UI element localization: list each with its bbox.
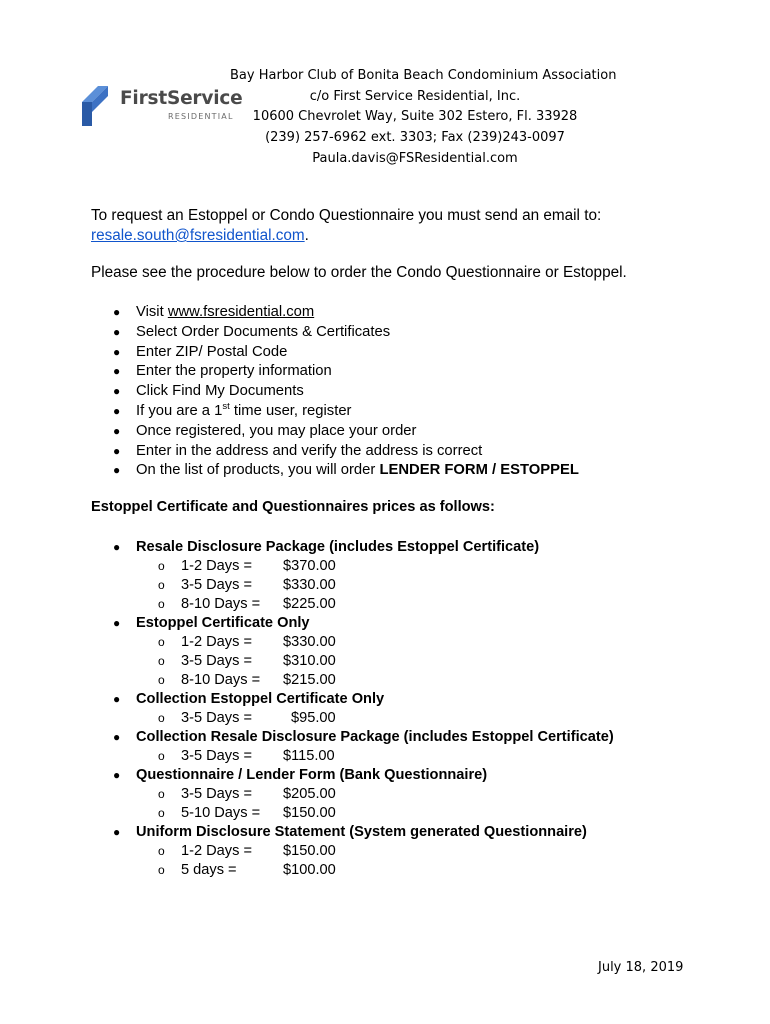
turnaround-days: 3-5 Days = <box>181 710 252 726</box>
bullet-icon: ● <box>113 540 121 554</box>
bullet-icon: ● <box>113 768 121 782</box>
price-value: $150.00 <box>283 843 336 859</box>
package-name: Questionnaire / Lender Form (Bank Questionnaire) <box>136 767 488 783</box>
circle-bullet-icon: o <box>158 597 165 611</box>
package-item <box>91 538 614 557</box>
circle-bullet-icon: o <box>158 844 165 858</box>
circle-bullet-icon: o <box>158 559 165 573</box>
turnaround-days: 5 days = <box>181 862 237 878</box>
package-name: Estoppel Certificate Only <box>136 615 310 631</box>
price-value: $310.00 <box>283 653 336 669</box>
intro-paragraph <box>91 206 711 246</box>
procedure-intro: Please see the procedure below to order the Condo Questionnaire or Estoppel. <box>91 264 627 281</box>
circle-bullet-icon: o <box>158 711 165 725</box>
website-link[interactable]: www.fsresidential.com <box>167 304 315 320</box>
step-text: On the list of products, you will order <box>136 462 380 479</box>
intro-text: To request an Estoppel or Condo Questionnaire you must send an email to: <box>91 207 602 224</box>
price-option <box>91 709 614 728</box>
package-name: Collection Resale Disclosure Package (includes Estoppel Certificate) <box>136 729 614 745</box>
price-value: $370.00 <box>283 558 336 574</box>
firstservice-logo <box>80 82 243 130</box>
price-option <box>91 576 614 595</box>
step-text: Select Order Documents & Certificates <box>136 323 391 340</box>
price-value: $330.00 <box>283 634 336 650</box>
document-date: July 18, 2019 <box>598 960 684 975</box>
turnaround-days: 1-2 Days = <box>181 843 252 859</box>
circle-bullet-icon: o <box>158 654 165 668</box>
package-name: Collection Estoppel Certificate Only <box>136 691 385 707</box>
price-option <box>91 633 614 652</box>
step-text: Enter the property information <box>136 363 332 380</box>
price-value: $100.00 <box>283 862 336 878</box>
price-option <box>91 557 614 576</box>
ordinal-suffix: st <box>222 400 230 412</box>
step-text: Click Find My Documents <box>136 383 304 400</box>
procedure-steps <box>91 303 579 481</box>
circle-bullet-icon: o <box>158 578 165 592</box>
turnaround-days: 3-5 Days = <box>181 653 252 669</box>
package-item <box>91 614 614 633</box>
price-value: $115.00 <box>283 748 335 764</box>
price-option <box>91 747 614 766</box>
package-item <box>91 823 614 842</box>
step-item <box>91 343 579 363</box>
step-text: Once registered, you may place your order <box>136 422 417 439</box>
turnaround-days: 1-2 Days = <box>181 634 252 650</box>
header-line-association: Bay Harbor Club of Bonita Beach Condominium Association <box>230 68 617 83</box>
price-value: $225.00 <box>283 596 336 612</box>
turnaround-days: 3-5 Days = <box>181 786 252 802</box>
price-option <box>91 842 614 861</box>
logo-sub-text: RESIDENTIAL <box>168 112 234 121</box>
circle-bullet-icon: o <box>158 673 165 687</box>
price-option <box>91 671 614 690</box>
turnaround-days: 3-5 Days = <box>181 748 252 764</box>
step-item <box>91 362 579 382</box>
bullet-icon: ● <box>113 364 121 379</box>
header-line-address: 10600 Chevrolet Way, Suite 302 Estero, Fl. 33928 <box>252 109 578 125</box>
step-item <box>91 461 579 481</box>
price-option <box>91 652 614 671</box>
package-name: Resale Disclosure Package (includes Estoppel Certificate) <box>136 539 540 555</box>
bullet-icon: ● <box>113 384 121 399</box>
step-item <box>91 323 579 343</box>
turnaround-days: 8-10 Days = <box>181 672 261 688</box>
turnaround-days: 5-10 Days = <box>181 805 261 821</box>
circle-bullet-icon: o <box>158 787 165 801</box>
price-option <box>91 595 614 614</box>
step-visit-prefix: Visit <box>136 304 168 320</box>
circle-bullet-icon: o <box>158 863 165 877</box>
turnaround-days: 8-10 Days = <box>181 596 261 612</box>
price-option <box>91 861 614 880</box>
step-text: time user, register <box>229 402 352 419</box>
step-text: Enter ZIP/ Postal Code <box>136 343 288 360</box>
bullet-icon: ● <box>113 423 121 438</box>
package-name: Uniform Disclosure Statement (System generated Questionnaire) <box>136 824 587 840</box>
price-value: $205.00 <box>283 786 336 802</box>
header-line-email: Paula.davis@FSResidential.com <box>312 150 518 166</box>
package-item <box>91 766 614 785</box>
bullet-icon: ● <box>113 403 121 418</box>
bullet-icon: ● <box>113 825 121 839</box>
price-value: $95.00 <box>291 710 336 726</box>
bullet-icon: ● <box>113 443 121 458</box>
package-item <box>91 690 614 709</box>
bullet-icon: ● <box>113 324 121 339</box>
header-line-phone: (239) 257-6962 ext. 3303; Fax (239)243-0097 <box>265 130 565 146</box>
turnaround-days: 3-5 Days = <box>181 577 252 593</box>
price-list <box>91 538 614 880</box>
price-option <box>91 785 614 804</box>
price-value: $215.00 <box>283 672 336 688</box>
bullet-icon: ● <box>113 305 121 319</box>
circle-bullet-icon: o <box>158 635 165 649</box>
logo-brand-text: FirstService <box>120 88 243 109</box>
bullet-icon: ● <box>113 730 121 744</box>
step-item <box>91 422 579 442</box>
step-text: If you are a 1 <box>136 402 223 419</box>
association-header <box>230 66 617 170</box>
step-item <box>91 303 579 323</box>
lender-form-label: LENDER FORM / ESTOPPEL <box>379 462 579 479</box>
resale-email-link[interactable]: resale.south@fsresidential.com <box>91 227 305 244</box>
price-value: $150.00 <box>283 805 336 821</box>
turnaround-days: 1-2 Days = <box>181 558 252 574</box>
bullet-icon: ● <box>113 344 121 359</box>
price-value: $330.00 <box>283 577 336 593</box>
step-item <box>91 402 579 422</box>
step-item <box>91 442 579 462</box>
package-item <box>91 728 614 747</box>
bullet-icon: ● <box>113 463 121 478</box>
step-text: Enter in the address and verify the address is correct <box>136 442 483 459</box>
bullet-icon: ● <box>113 616 121 630</box>
circle-bullet-icon: o <box>158 749 165 763</box>
circle-bullet-icon: o <box>158 806 165 820</box>
step-item <box>91 382 579 402</box>
prices-heading: Estoppel Certificate and Questionnaires prices as follows: <box>91 499 495 515</box>
header-line-care-of: c/o First Service Residential, Inc. <box>309 88 521 104</box>
intro-period: . <box>304 227 309 244</box>
price-option <box>91 804 614 823</box>
bullet-icon: ● <box>113 692 121 706</box>
firstservice-logo-mark-icon <box>80 82 120 128</box>
